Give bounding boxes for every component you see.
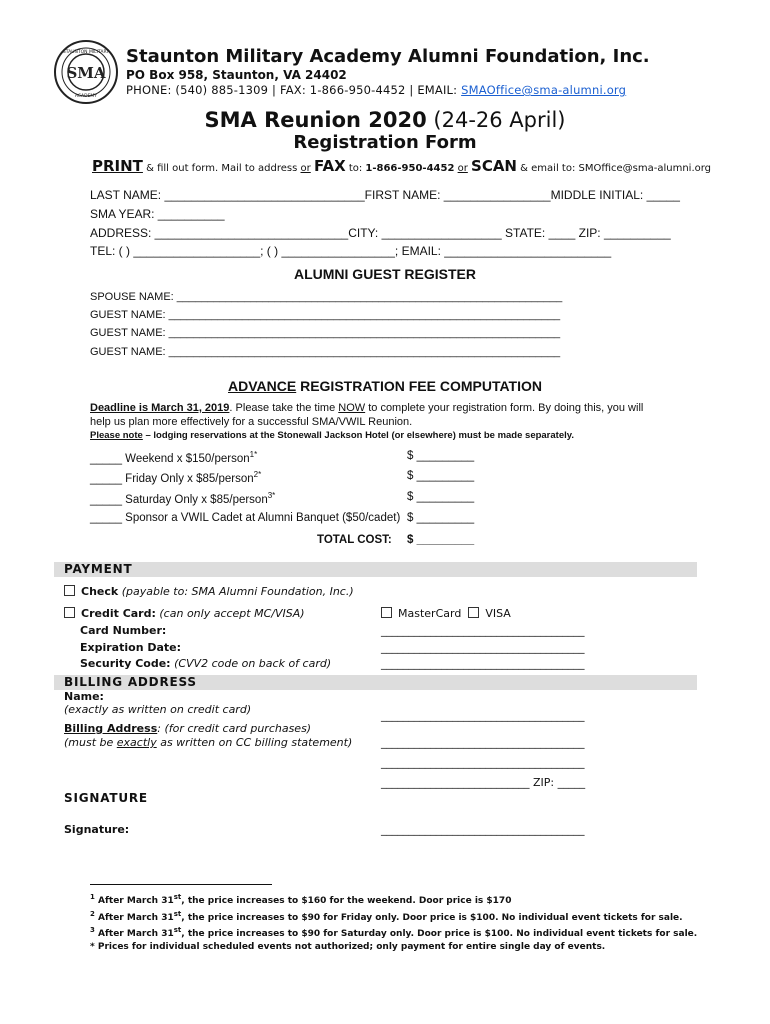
- lodging-note: [90, 430, 574, 441]
- check-checkbox[interactable]: [64, 585, 75, 596]
- fee-heading-advance: ADVANCE: [228, 378, 297, 394]
- spouse-field[interactable]: SPOUSE NAME: _______________________________________________________________: [90, 291, 563, 303]
- sma-seal-logo: [54, 40, 118, 104]
- fee-item-saturday[interactable]: _____ Saturday Only x $85/person$^{3*}$: [90, 491, 276, 506]
- billing-address-label: Billing Address: (for credit card purchases): [64, 722, 312, 735]
- seal-text-top: STAUNTON MILITARY: [62, 50, 110, 55]
- signature-field[interactable]: _____________________________________: [381, 823, 585, 836]
- name-fields[interactable]: LAST NAME: ______________________________FIRST NAME: ________________MIDDLE INITIAL: _____: [90, 188, 680, 202]
- fee-amount-sponsor[interactable]: $ _________: [407, 512, 475, 524]
- instr-text3: & email to: SMOffice@sma-alumni.org: [517, 163, 712, 174]
- payment-heading: PAYMENT: [64, 562, 133, 576]
- card-type-options[interactable]: MasterCard VISA: [381, 607, 511, 620]
- deadline-text3: help us plan more effectively for a successful SMA/VWIL Reunion.: [90, 416, 413, 428]
- seal-monogram: SMA: [66, 64, 106, 82]
- signature-heading: SIGNATURE: [64, 791, 148, 805]
- org-address: PO Box 958, Staunton, VA 24402: [126, 68, 347, 82]
- org-contact: [126, 83, 626, 97]
- visa-checkbox[interactable]: [468, 607, 479, 618]
- billing-address-field-1[interactable]: _____________________________________: [381, 736, 585, 749]
- fee-amount-friday[interactable]: $ _________: [407, 470, 475, 482]
- footnote-rule: [90, 884, 272, 885]
- fee-item-friday[interactable]: _____ Friday Only x $85/person$^{2*}$: [90, 470, 262, 485]
- instr-text2: to:: [345, 163, 366, 174]
- email-link[interactable]: SMAOffice@sma-alumni.org: [461, 83, 627, 97]
- expiration-label: Expiration Date:: [80, 641, 182, 654]
- fee-heading-rest: REGISTRATION FEE COMPUTATION: [296, 378, 542, 394]
- billing-bar: [54, 675, 697, 690]
- guest-field-3[interactable]: GUEST NAME: ________________________________________________________________: [90, 346, 561, 358]
- security-label: Security Code: (CVV2 code on back of card): [80, 657, 332, 670]
- guest-field-1[interactable]: GUEST NAME: ________________________________________________________________: [90, 309, 561, 321]
- title-main: SMA Reunion 2020: [204, 108, 427, 132]
- instructions: [92, 157, 711, 175]
- deadline-now: NOW: [338, 402, 366, 414]
- footnote-3: $^3$ After March 31st, the price increases to $90 for Saturday only. Door price is $100. No individual event tickets for sale.: [90, 926, 698, 939]
- fee-item-weekend[interactable]: _____ Weekend x $150/person$^{1*}$: [90, 450, 258, 465]
- credit-option[interactable]: Credit Card: (can only accept MC/VISA): [64, 607, 305, 620]
- title-dates: (24-26 April): [433, 108, 566, 132]
- fee-heading: [0, 378, 770, 394]
- deadline-text2: to complete your registration form. By doing this, you will: [365, 402, 644, 414]
- instr-scan: SCAN: [471, 157, 517, 175]
- note-text: – lodging reservations at the Stonewall Jackson Hotel (or elsewhere) must be made separately.: [142, 430, 574, 441]
- instr-or2: or: [457, 163, 468, 174]
- card-number-field[interactable]: _____________________________________: [381, 624, 585, 637]
- card-number-label: Card Number:: [80, 624, 167, 637]
- instr-or1: or: [300, 163, 311, 174]
- payment-bar: [54, 562, 697, 577]
- deadline: Deadline is March 31, 2019: [90, 402, 230, 414]
- check-option[interactable]: Check (payable to: SMA Alumni Foundation, Inc.): [64, 585, 354, 598]
- billing-heading: BILLING ADDRESS: [64, 675, 197, 689]
- guest-heading: ALUMNI GUEST REGISTER: [293, 266, 476, 282]
- note-label: Please note: [90, 430, 143, 441]
- address-fields[interactable]: ADDRESS: _____________________________CITY: __________________ STATE: ____ ZIP: __________: [90, 226, 671, 240]
- form-subtitle: Registration Form: [293, 132, 477, 153]
- org-name: Staunton Military Academy Alumni Foundation, Inc.: [126, 46, 650, 67]
- seal-text-bottom: ACADEMY: [74, 94, 98, 99]
- deadline-text1: . Please take the time: [229, 402, 339, 414]
- signature-label: Signature:: [64, 823, 130, 836]
- billing-zip-field[interactable]: ___________________________ ZIP: _____: [381, 776, 586, 789]
- instr-fax-num: 1-866-950-4452: [365, 163, 455, 174]
- billing-address-note: (must be exactly as written on CC billing statement): [64, 736, 353, 749]
- year-field[interactable]: SMA YEAR: __________: [90, 207, 225, 221]
- footnote-2: $^2$ After March 31st, the price increases to $90 for Friday only. Door price is $100. No individual event tickets for sale.: [90, 910, 683, 923]
- instr-fax: FAX: [313, 157, 346, 175]
- billing-address-field-2[interactable]: _____________________________________: [381, 756, 585, 769]
- deadline-text: [90, 402, 643, 414]
- page-title: [0, 108, 770, 132]
- instr-print: PRINT: [92, 157, 143, 175]
- total-amount[interactable]: $ _________: [407, 534, 475, 546]
- footnote-star: * Prices for individual scheduled events not authorized; only payment for entire single day of events.: [90, 942, 606, 952]
- billing-name-label: Name:: [64, 690, 104, 703]
- contact-text: PHONE: (540) 885-1309 | FAX: 1-866-950-4452 | EMAIL:: [126, 83, 462, 97]
- fee-item-sponsor[interactable]: _____ Sponsor a VWIL Cadet at Alumni Banquet ($50/cadet): [90, 512, 401, 524]
- fee-amount-weekend[interactable]: $ _________: [407, 450, 475, 462]
- contact-fields[interactable]: TEL: ( ) ___________________; ( ) _________________; EMAIL: _________________________: [90, 244, 612, 258]
- guest-field-2[interactable]: GUEST NAME: ________________________________________________________________: [90, 327, 561, 339]
- security-field[interactable]: _____________________________________: [381, 657, 585, 670]
- instr-text1: & fill out form. Mail to address: [142, 163, 301, 174]
- expiration-field[interactable]: _____________________________________: [381, 641, 585, 654]
- fee-amount-saturday[interactable]: $ _________: [407, 491, 475, 503]
- total-label: TOTAL COST:: [317, 534, 392, 546]
- billing-name-note: (exactly as written on credit card): [64, 703, 252, 716]
- footnote-1: $^1$ After March 31st, the price increases to $160 for the weekend. Door price is $170: [90, 893, 512, 906]
- billing-name-field[interactable]: _____________________________________: [381, 709, 585, 722]
- mastercard-checkbox[interactable]: [381, 607, 392, 618]
- credit-checkbox[interactable]: [64, 607, 75, 618]
